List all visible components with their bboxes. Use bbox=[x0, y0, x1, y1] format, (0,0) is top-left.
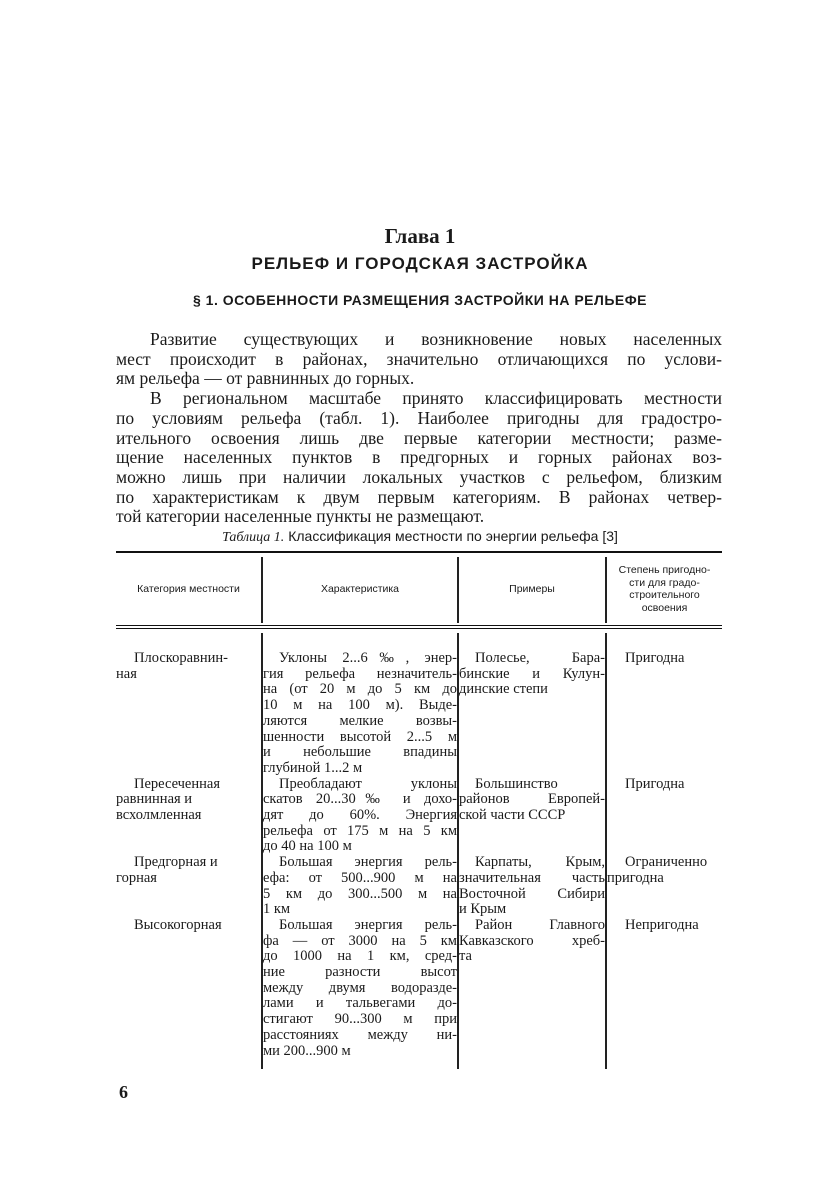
text-line: ям рельефа — от равнинных до горных. bbox=[116, 368, 415, 389]
text-line: В региональном масштабе принято классифицировать местности bbox=[150, 388, 722, 409]
header-suitability bbox=[607, 555, 722, 623]
header-examples-text bbox=[509, 583, 555, 596]
cell-line: пригодна bbox=[607, 869, 664, 886]
text-line: мест происходит в районах, значительно отличающихся по услови- bbox=[116, 348, 722, 369]
table-cell-characteristic bbox=[263, 855, 457, 918]
cell-line: рельефа от 175 м на 5 км bbox=[263, 822, 457, 839]
cell-line: Высокогорная bbox=[134, 916, 222, 933]
table-caption-label: Таблица 1. bbox=[222, 530, 285, 545]
text-line: щение населенных пунктов в предгорных и горных районах воз- bbox=[116, 447, 722, 468]
examples-column bbox=[459, 651, 605, 1059]
cell-line: расстояниях между ни- bbox=[263, 1026, 457, 1043]
table-cell-suitability bbox=[607, 855, 722, 918]
header-line: Категория местности bbox=[137, 582, 240, 595]
text-line: той категории населенные пункты не размещают. bbox=[116, 506, 485, 527]
text-line: по характеристикам к двум первым категориям. В районах четвер- bbox=[116, 486, 722, 507]
cell-line: между двумя водоразде- bbox=[263, 979, 457, 996]
cell-line: гия рельефа незначитель- bbox=[263, 665, 457, 682]
category-column bbox=[116, 651, 261, 1059]
cell-line: стигают 90...300 м при bbox=[263, 1011, 457, 1028]
header-line: Степень пригодно- bbox=[618, 564, 711, 576]
cell-line: динские степи bbox=[459, 681, 548, 698]
cell-line: Пригодна bbox=[625, 650, 685, 666]
header-suitability-text bbox=[619, 564, 711, 614]
paragraph bbox=[116, 330, 722, 389]
page-number: 6 bbox=[119, 1082, 128, 1102]
cell-line: Район Главного bbox=[475, 916, 605, 933]
cell-line: 1 км bbox=[263, 901, 291, 918]
header-category-text bbox=[137, 583, 240, 596]
cell-line: лами и тальвегами до- bbox=[263, 995, 457, 1012]
text-line: Развитие существующих и возникновение новых населенных bbox=[150, 329, 722, 349]
cell-line: Пересеченная bbox=[134, 775, 220, 792]
cell-line: Уклоны 2...6‰, энер- bbox=[279, 650, 457, 666]
header-line: строительного bbox=[629, 589, 700, 601]
table-top-rule bbox=[116, 551, 722, 553]
cell-line: Большинство bbox=[475, 775, 558, 792]
cell-line: глубиной 1...2 м bbox=[263, 759, 363, 776]
cell-line: и небольшие впадины bbox=[263, 744, 457, 761]
table-cell-category bbox=[116, 918, 261, 1059]
cell-line: Полесье, Бара- bbox=[475, 650, 605, 666]
header-line: Характеристика bbox=[320, 582, 400, 595]
header-characteristic bbox=[263, 555, 457, 623]
cell-line: горная bbox=[116, 869, 157, 886]
cell-line: районов Европей- bbox=[459, 791, 605, 808]
cell-line: та bbox=[459, 948, 472, 965]
cell-line: Восточной Сибири bbox=[459, 885, 605, 902]
table-cell-characteristic bbox=[263, 651, 457, 777]
chapter-title: РЕЛЬЕФ И ГОРОДСКАЯ ЗАСТРОЙКА bbox=[251, 254, 589, 273]
suitability-column bbox=[607, 651, 722, 1059]
table-cell-suitability bbox=[607, 651, 722, 777]
cell-line: ная bbox=[116, 665, 137, 682]
table-cell-category bbox=[116, 855, 261, 918]
cell-line: Непригодна bbox=[625, 916, 699, 933]
text-line: ительного освоения лишь две первые категории местности; разме- bbox=[116, 427, 722, 448]
header-characteristic-text bbox=[321, 583, 399, 596]
table-cell-suitability bbox=[607, 918, 722, 1059]
cell-line: ляются мелкие возвы- bbox=[263, 712, 457, 729]
cell-line: Ограниченно bbox=[625, 854, 708, 871]
table-cell-examples bbox=[459, 855, 605, 918]
cell-line: 5 км до 300...500 м на bbox=[263, 885, 457, 902]
header-examples bbox=[459, 555, 605, 623]
cell-line: дят до 60%. Энергия bbox=[263, 807, 457, 823]
cell-line: Пригодна bbox=[625, 775, 685, 792]
section-heading: § 1. ОСОБЕННОСТИ РАЗМЕЩЕНИЯ ЗАСТРОЙКИ НА РЕЛЬЕФЕ bbox=[192, 292, 648, 308]
header-line: освоения bbox=[641, 601, 688, 614]
text-line: по условиям рельефа (табл. 1). Наиболее пригодны для градостро- bbox=[116, 407, 722, 428]
table-cell-characteristic bbox=[263, 777, 457, 856]
table-caption bbox=[0, 528, 840, 546]
body-text bbox=[116, 330, 722, 527]
paragraph bbox=[116, 389, 722, 527]
cell-line: на (от 20 м до 5 км до bbox=[263, 681, 457, 698]
characteristic-column bbox=[263, 651, 457, 1059]
table-cell-suitability bbox=[607, 777, 722, 856]
cell-line: фа — от 3000 на 5 км bbox=[263, 932, 457, 949]
table-cell-examples bbox=[459, 777, 605, 856]
cell-line: Большая энергия рель- bbox=[279, 854, 457, 871]
table-cell-characteristic bbox=[263, 918, 457, 1059]
cell-line: ние разности высот bbox=[263, 964, 457, 980]
table-cell-examples bbox=[459, 651, 605, 777]
cell-line: ской части СССР bbox=[459, 807, 566, 823]
header-category bbox=[116, 555, 261, 623]
chapter-heading: Глава 1 bbox=[384, 224, 456, 248]
cell-line: 10 м на 100 м). Выде- bbox=[263, 697, 457, 714]
cell-line: до 40 на 100 м bbox=[263, 838, 352, 855]
cell-line: бинские и Кулун- bbox=[459, 665, 605, 682]
table-cell-category bbox=[116, 777, 261, 856]
cell-line: ми 200...900 м bbox=[263, 1042, 351, 1059]
table-cell-category bbox=[116, 651, 261, 777]
cell-line: равнинная и bbox=[116, 791, 193, 808]
cell-line: скатов 20...30‰ и дохо- bbox=[263, 791, 457, 808]
header-line: сти для градо- bbox=[629, 576, 700, 589]
cell-line: Предгорная и bbox=[134, 854, 218, 871]
cell-line: Преобладают уклоны bbox=[279, 775, 457, 792]
cell-line: до 1000 на 1 км, сред- bbox=[263, 948, 457, 965]
classification-table bbox=[116, 551, 722, 1071]
cell-line: Плоскоравнин- bbox=[134, 650, 228, 666]
cell-line: значительная часть bbox=[459, 869, 605, 886]
cell-line: и Крым bbox=[459, 901, 507, 918]
cell-line: Карпаты, Крым, bbox=[475, 854, 605, 871]
text-line: можно лишь при наличии локальных участков с рельефом, близким bbox=[116, 466, 722, 487]
cell-line: всхолмленная bbox=[116, 807, 202, 823]
header-line: Примеры bbox=[509, 582, 555, 595]
cell-line: Кавказского хреб- bbox=[459, 932, 605, 949]
header-rule bbox=[116, 628, 722, 629]
header-rule bbox=[116, 625, 722, 626]
cell-line: шенности высотой 2...5 м bbox=[263, 728, 457, 745]
table-cell-examples bbox=[459, 918, 605, 1059]
table-caption-text: Классификация местности по энергии рельефа [3] bbox=[288, 528, 618, 544]
cell-line: Большая энергия рель- bbox=[279, 916, 457, 933]
cell-line: ефа: от 500...900 м на bbox=[263, 869, 457, 886]
